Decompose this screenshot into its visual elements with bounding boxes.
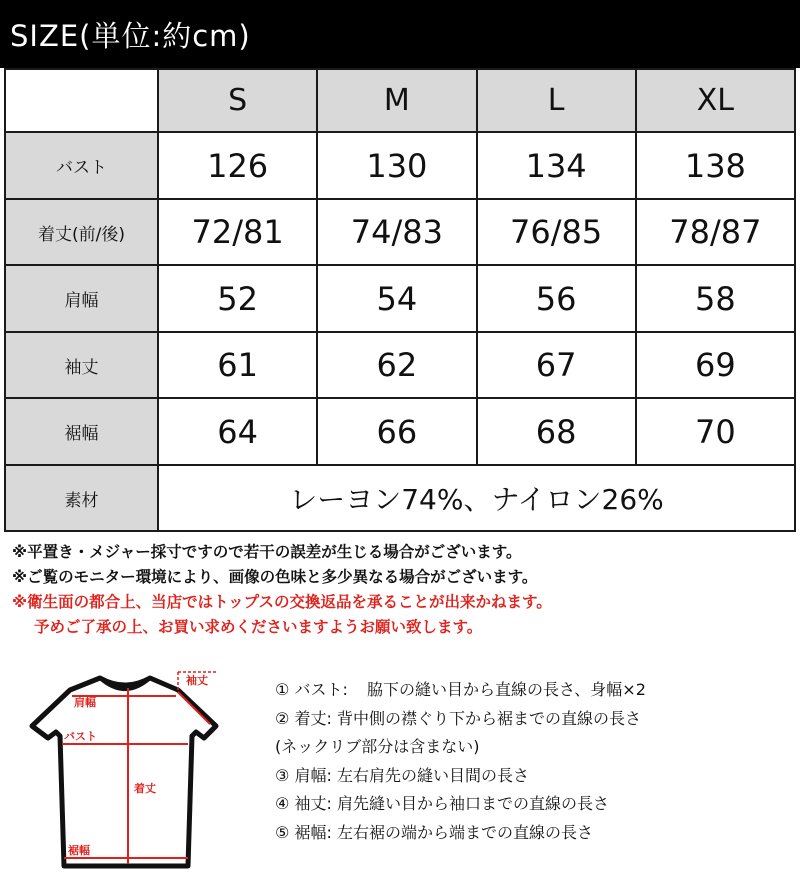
- note-line: ※平置き・メジャー採寸ですので若干の誤差が生じる場合がございます。: [12, 543, 522, 561]
- label-hem: 裾幅: [68, 844, 90, 857]
- table-cell: 76/85: [477, 199, 636, 265]
- row-label: 着丈(前/後): [5, 199, 158, 265]
- note-line: ※ご覧のモニター環境により、画像の色味と多少異なる場合がございます。: [12, 568, 538, 586]
- legend-item: [275, 790, 795, 819]
- table-cell: 72/81: [158, 199, 317, 265]
- row-label: 袖丈: [5, 332, 158, 398]
- legend-number: ②: [275, 708, 290, 728]
- legend-desc: 肩先縫い目から袖口までの直線の長さ: [336, 794, 609, 813]
- label-shoulder: 肩幅: [74, 696, 96, 709]
- table-row: [5, 265, 795, 332]
- table-row: [5, 398, 795, 465]
- tshirt-diagram: [0, 660, 260, 870]
- table-cell: 69: [636, 332, 795, 398]
- size-header: M: [317, 69, 476, 132]
- material-label: 素材: [5, 465, 158, 531]
- table-cell: 58: [636, 265, 795, 332]
- corner-cell: [5, 69, 158, 132]
- legend-term: 肩幅:: [294, 765, 332, 785]
- page-title: SIZE(単位:約cm): [10, 19, 251, 53]
- legend-item: [275, 819, 795, 848]
- legend-item: [275, 705, 795, 734]
- row-label: 裾幅: [5, 398, 158, 465]
- title-bar: [0, 0, 800, 68]
- label-sleeve: 袖丈: [186, 674, 208, 687]
- table-cell: 54: [317, 265, 476, 332]
- legend-item: [275, 733, 795, 762]
- note-warning: ※衛生面の都合上、当店ではトップスの交換返品を承ることが出来かねます。: [12, 593, 552, 611]
- sleeve-hem-left: [32, 726, 48, 738]
- table-cell: 67: [477, 332, 636, 398]
- legend-number: ③: [275, 765, 290, 785]
- table-row: [5, 132, 795, 199]
- label-bust: バスト: [64, 730, 97, 743]
- label-length: 着丈: [134, 782, 156, 795]
- legend-item: [275, 676, 795, 705]
- size-header: XL: [636, 69, 795, 132]
- table-cell: 52: [158, 265, 317, 332]
- legend-number: ④: [275, 794, 290, 813]
- legend-term: バスト:: [294, 680, 348, 699]
- material-value: レーヨン74%、ナイロン26%: [158, 465, 795, 531]
- table-cell: 64: [158, 398, 317, 465]
- table-cell: 66: [317, 398, 476, 465]
- table-cell: 78/87: [636, 199, 795, 265]
- table-cell: 62: [317, 332, 476, 398]
- table-cell: 56: [477, 265, 636, 332]
- legend-desc: 脇下の縫い目から直線の長さ、身幅×2: [366, 680, 646, 699]
- row-label: 肩幅: [5, 265, 158, 332]
- table-cell: 70: [636, 398, 795, 465]
- table-cell: 61: [158, 332, 317, 398]
- notes: [12, 540, 792, 640]
- table-cell: 126: [158, 132, 317, 199]
- legend-term: 袖丈:: [294, 794, 332, 813]
- note-warning: 予めご了承の上、お買い求めくださいますようお願い致します。: [34, 618, 483, 636]
- sleeve-line: [178, 692, 210, 724]
- legend-number: ①: [275, 680, 290, 699]
- legend-number: ⑤: [275, 822, 290, 842]
- size-header: L: [477, 69, 636, 132]
- table-cell: 68: [477, 398, 636, 465]
- legend-desc: 左右裾の端から端までの直線の長さ: [336, 822, 593, 842]
- size-header: S: [158, 69, 317, 132]
- legend-desc: 左右肩先の縫い目間の長さ: [336, 765, 529, 785]
- legend-term: 着丈:: [294, 708, 332, 728]
- measurement-legend: [275, 676, 795, 847]
- legend-desc: 背中側の襟ぐり下から裾までの直線の長さ: [336, 708, 641, 728]
- table-cell: 130: [317, 132, 476, 199]
- table-cell: 138: [636, 132, 795, 199]
- legend-term: 裾幅:: [294, 822, 332, 842]
- size-table: [4, 68, 796, 532]
- table-row: [5, 332, 795, 398]
- size-header-row: [5, 69, 795, 132]
- table-row: [5, 199, 795, 265]
- table-cell: 134: [477, 132, 636, 199]
- legend-desc: (ネックリブ部分は含まない): [275, 737, 480, 756]
- sleeve-hem-right: [204, 726, 216, 738]
- table-cell: 74/83: [317, 199, 476, 265]
- row-label: バスト: [5, 132, 158, 199]
- tshirt-outline: [32, 678, 216, 866]
- material-row: [5, 465, 795, 531]
- legend-item: [275, 762, 795, 791]
